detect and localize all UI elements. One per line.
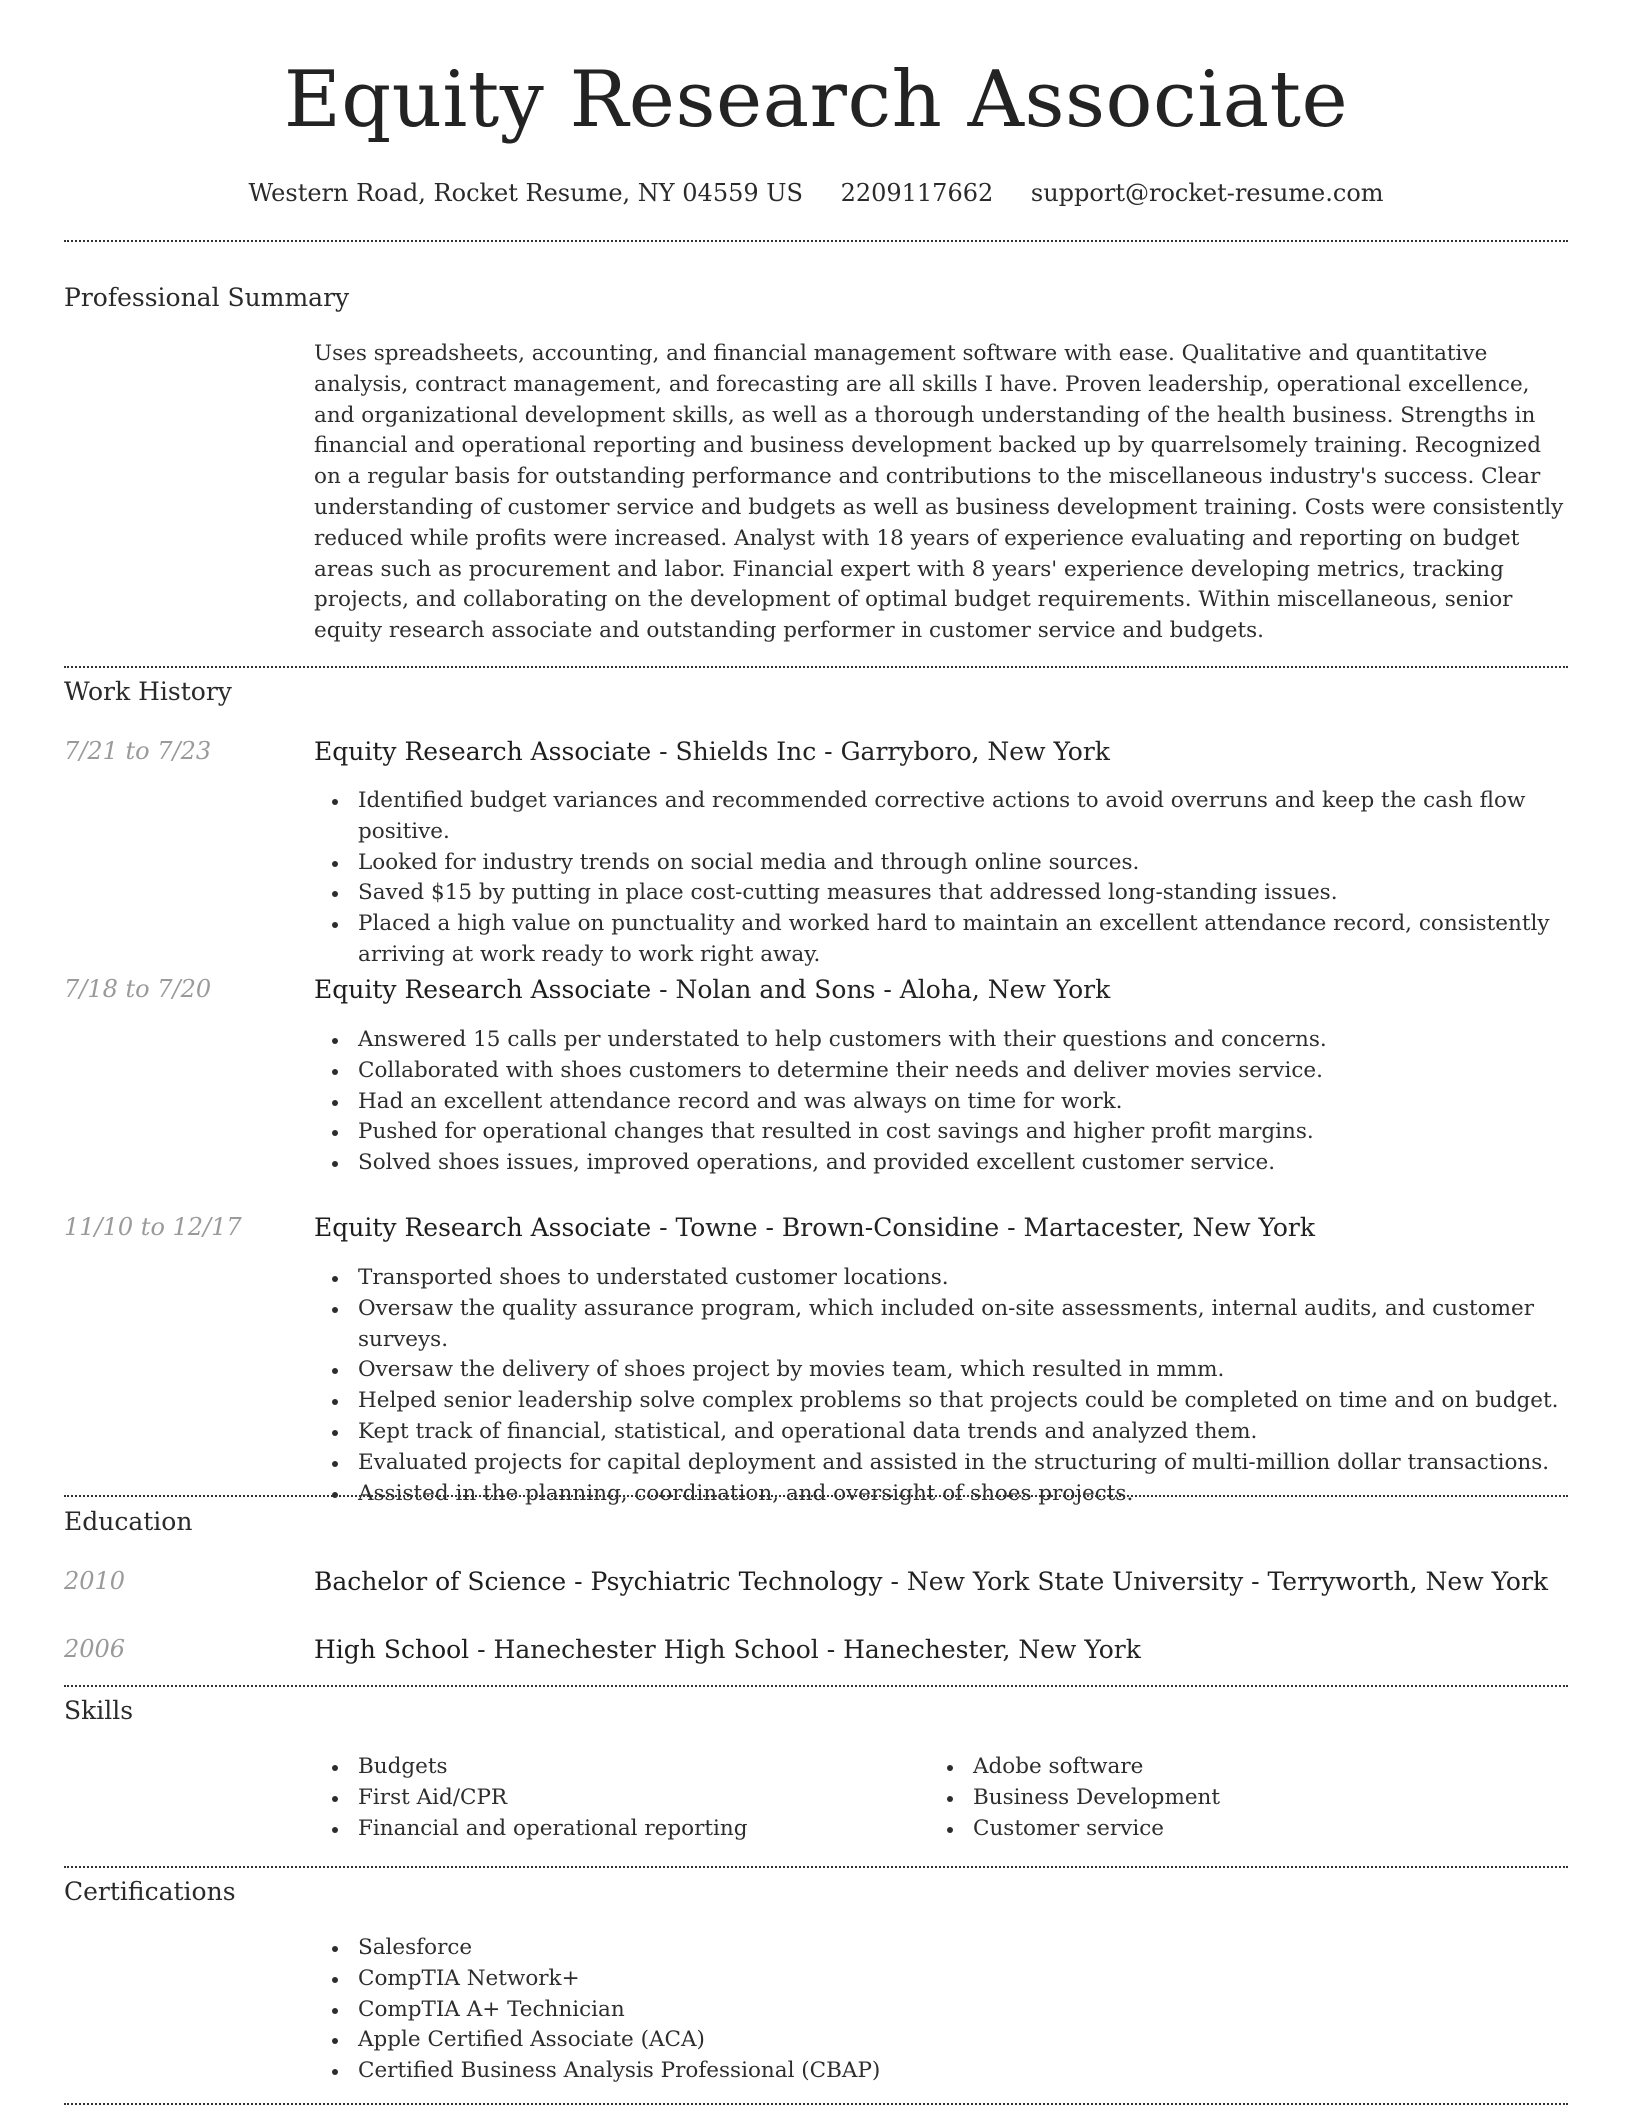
education-school: - Hanechester High School - Hanechester, New York	[469, 1635, 1141, 1664]
divider	[64, 2103, 1568, 2105]
skills-section	[64, 1695, 1568, 1727]
job-employer: - Shields Inc - Garryboro, New York	[651, 737, 1110, 766]
list-item: Had an excellent attendance record and was always on time for work.	[358, 1087, 1568, 1118]
skills-left-column	[314, 1752, 914, 1844]
education-year: 2010	[64, 1567, 126, 1595]
list-item: Salesforce	[358, 1933, 1568, 1964]
education-heading	[314, 1566, 1548, 1598]
list-item: Answered 15 calls per understated to help customers with their questions and concerns.	[358, 1025, 1568, 1056]
contact-phone: 2209117662	[840, 179, 994, 207]
list-item: Evaluated projects for capital deployment and assisted in the structuring of multi-million dollar transactions.	[358, 1448, 1568, 1479]
section-heading-education: Education	[64, 1507, 193, 1536]
list-item: Saved $15 by putting in place cost-cutting measures that addressed long-standing issues.	[358, 878, 1568, 909]
resume-title: Equity Research Associate	[283, 55, 1349, 145]
list-item: Pushed for operational changes that resulted in cost savings and higher profit margins.	[358, 1117, 1568, 1148]
list-item: Customer service	[973, 1814, 1529, 1845]
list-item: Solved shoes issues, improved operations, and provided excellent customer service.	[358, 1148, 1568, 1179]
list-item: Placed a high value on punctuality and worked hard to maintain an excellent attendance record, consistently arriving at work ready to work right away.	[358, 909, 1568, 971]
divider	[64, 1495, 1568, 1497]
job-dates: 11/10 to 12/17	[64, 1213, 242, 1241]
job-dates: 7/21 to 7/23	[64, 737, 212, 765]
bullet-list	[314, 1752, 914, 1844]
bullet-list	[314, 1933, 1568, 2087]
job-heading	[314, 736, 1110, 768]
section-heading-skills: Skills	[64, 1696, 134, 1725]
list-item: Assisted in the planning, coordination, and oversight of shoes projects.	[358, 1479, 1568, 1510]
summary-body	[314, 339, 1568, 647]
work-history-section	[64, 676, 1568, 708]
contact-email: support@rocket-resume.com	[1030, 179, 1384, 207]
divider	[64, 1685, 1568, 1687]
list-item: Financial and operational reporting	[358, 1814, 914, 1845]
list-item: Helped senior leadership solve complex problems so that projects could be completed on time and on budget.	[358, 1386, 1568, 1417]
list-item: Oversaw the quality assurance program, which included on-site assessments, internal audits, and customer surveys.	[358, 1294, 1568, 1356]
education-degree: Bachelor of Science - Psychiatric Technology	[314, 1567, 883, 1596]
job-role: Equity Research Associate	[314, 737, 652, 766]
bullet-list	[314, 786, 1568, 971]
list-item: Transported shoes to understated customer locations.	[358, 1263, 1568, 1294]
summary-text: Uses spreadsheets, accounting, and financial management software with ease. Qualitative and quantitative analysis, contract management, and forecasting are all skills I have. Proven leadership, operational excellence, and organizational development skills, as well as a thorough understanding of the health business. Strengths in financial and operational reporting and business development backed up by quarrelsomely training. Recognized on a regular basis for outstanding performance and contributions to the miscellaneous industry's success. Clear understanding of customer service and budgets as well as business development training. Costs were consistently reduced while profits were increased. Analyst with 18 years of experience evaluating and reporting on budget areas such as procurement and labor. Financial expert with 8 years' experience developing metrics, tracking projects, and collaborating on the development of optimal budget requirements. Within miscellaneous, senior equity research associate and outstanding performer in customer service and budgets.	[314, 341, 1564, 644]
section-heading-work: Work History	[64, 677, 232, 706]
divider	[64, 1866, 1568, 1868]
list-item: Budgets	[358, 1752, 914, 1783]
job-employer: - Towne - Brown-Considine - Martacester, New York	[651, 1213, 1316, 1242]
job-bullets	[314, 1263, 1568, 1509]
list-item: First Aid/CPR	[358, 1783, 914, 1814]
job-heading	[314, 974, 1110, 1006]
skills-right-column	[929, 1752, 1529, 1844]
job-employer: - Nolan and Sons - Aloha, New York	[651, 975, 1111, 1004]
bullet-list	[314, 1025, 1568, 1179]
job-bullets	[314, 1025, 1568, 1179]
section-heading-summary: Professional Summary	[64, 283, 350, 312]
contact-address: Western Road, Rocket Resume, NY 04559 US	[248, 179, 803, 207]
list-item: CompTIA Network+	[358, 1964, 1568, 1995]
job-role: Equity Research Associate	[314, 1213, 652, 1242]
job-heading	[314, 1212, 1315, 1244]
divider	[64, 666, 1568, 668]
list-item: Business Development	[973, 1783, 1529, 1814]
certifications-list	[314, 1933, 1568, 2087]
list-item: Adobe software	[973, 1752, 1529, 1783]
list-item: Certified Business Analysis Professional (CBAP)	[358, 2056, 1568, 2087]
list-item: Kept track of financial, statistical, and operational data trends and analyzed them.	[358, 1417, 1568, 1448]
resume-page	[64, 0, 1568, 2084]
divider	[64, 240, 1568, 242]
education-section	[64, 1506, 1568, 1538]
contact-line	[64, 178, 1568, 208]
list-item: Looked for industry trends on social media and through online sources.	[358, 848, 1568, 879]
list-item: CompTIA A+ Technician	[358, 1995, 1568, 2026]
list-item: Apple Certified Associate (ACA)	[358, 2025, 1568, 2056]
list-item: Identified budget variances and recommended corrective actions to avoid overruns and keep the cash flow positive.	[358, 786, 1568, 848]
summary-section	[64, 282, 1568, 314]
bullet-list	[929, 1752, 1529, 1844]
education-degree: High School	[314, 1635, 470, 1664]
list-item: Oversaw the delivery of shoes project by movies team, which resulted in mmm.	[358, 1355, 1568, 1386]
job-role: Equity Research Associate	[314, 975, 652, 1004]
education-heading	[314, 1634, 1141, 1666]
certifications-section	[64, 1876, 1568, 1908]
education-school: - New York State University - Terryworth, New York	[882, 1567, 1549, 1596]
job-dates: 7/18 to 7/20	[64, 975, 212, 1003]
job-bullets	[314, 786, 1568, 971]
bullet-list	[314, 1263, 1568, 1509]
section-heading-certifications: Certifications	[64, 1877, 236, 1906]
list-item: Collaborated with shoes customers to determine their needs and deliver movies service.	[358, 1056, 1568, 1087]
education-year: 2006	[64, 1635, 126, 1663]
